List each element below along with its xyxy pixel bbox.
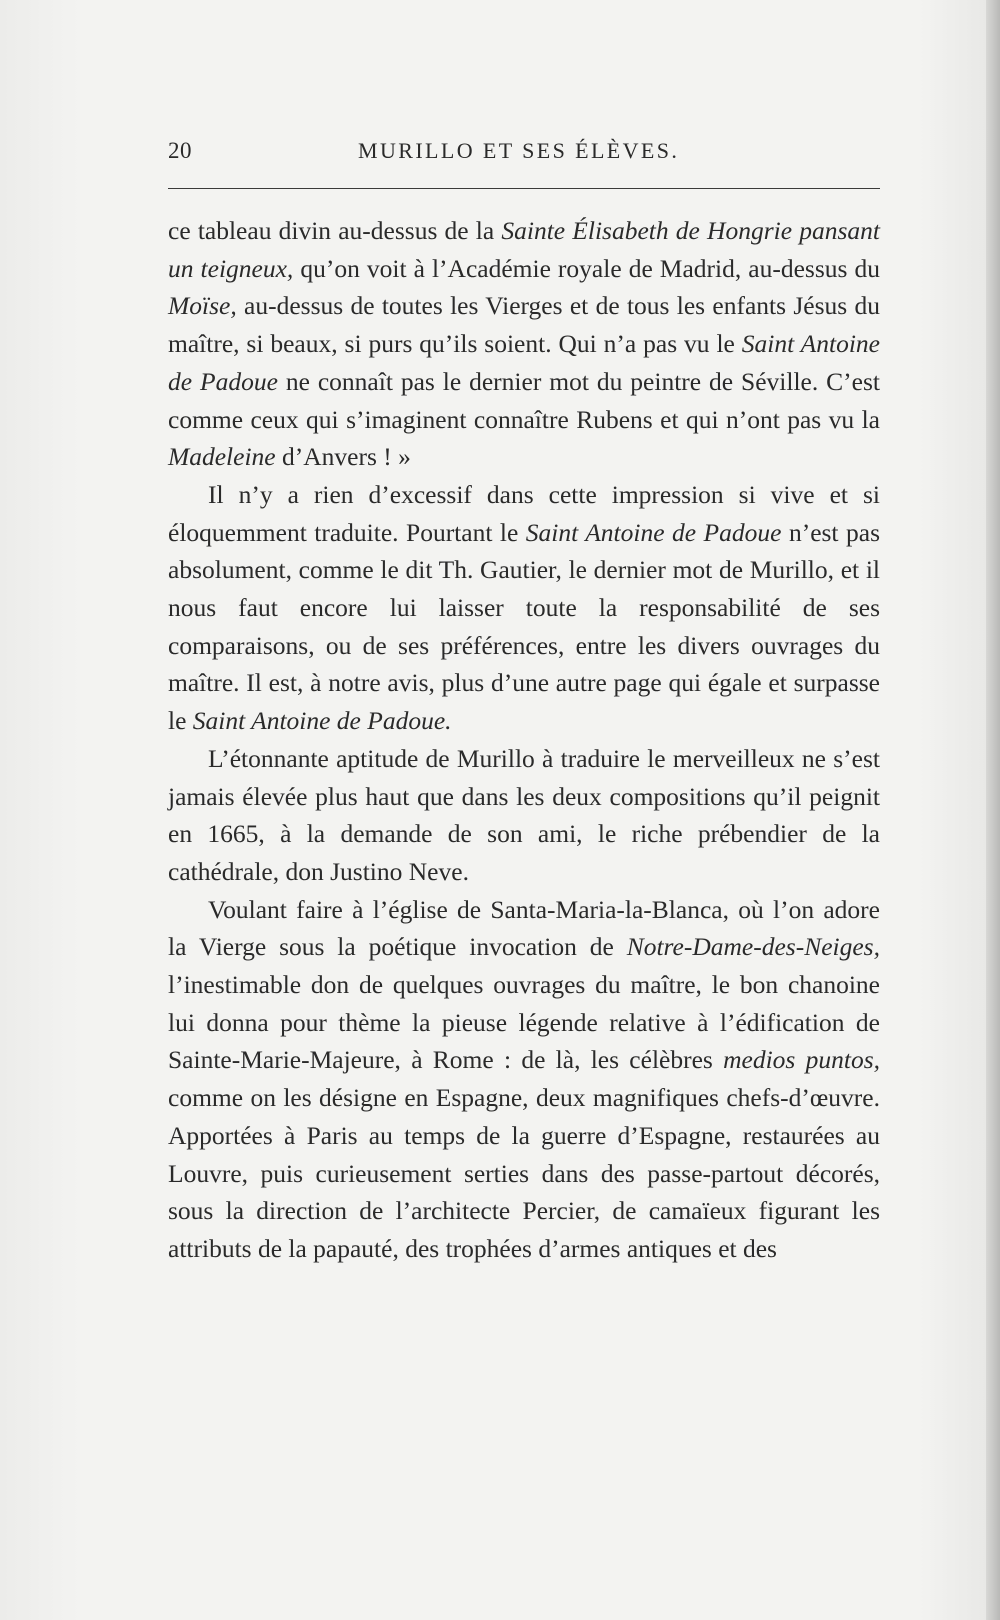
paragraph [168,476,880,740]
italic-title: Notre-Dame-des-Neiges, [626,932,880,962]
paragraph [168,212,880,476]
page-edge [986,0,1000,1620]
italic-title: Madeleine [168,442,276,472]
text-run: L’étonnante aptitude de Murillo à traduire le merveilleux ne s’est jamais élevée plus haut que dans les deux compositions qu’il peignit en 1665, à la demande de son ami, le riche prébendier de la cathédrale, don Justino Neve. [168,743,880,886]
italic-title: medios puntos, [723,1045,881,1075]
text-run: Voulant faire à l’église de Santa-Maria-la-Blanca, où l’on adore la Vierge sous la poétique invocation de [168,894,880,962]
text-run: d’Anvers ! » [275,442,411,472]
paragraph [168,740,880,891]
text-run: ne connaît pas le dernier mot du peintre de Séville. C’est comme ceux qui s’imaginent connaître Rubens et qui n’ont pas vu la [168,366,880,434]
text-run: Il n’y a rien d’excessif dans cette impression si vive et si éloquemment traduite. Pourtant le [168,479,880,547]
running-title: MURILLO ET SES ÉLÈVES. [358,138,680,163]
italic-title: Saint Antoine de Padoue. [192,706,452,736]
text-run: comme on les désigne en Espagne, deux magnifiques chefs-d’œuvre. Apportées à Paris au temps de la guerre d’Espagne, restaurées au Louvre, puis curieusement serties dans des passe-partout décorés, sous la direction de l’architecte Percier, de camaïeux figurant les attributs de la papauté, des trophées d’armes antiques et des [168,1083,880,1263]
text-run: qu’on voit à l’Académie royale de Madrid, au-dessus du [293,253,880,283]
page-number: 20 [168,138,192,163]
italic-title: Sainte Élisabeth de Hongrie pansant un teigneux, [168,216,880,283]
text-run: n’est pas absolument, comme le dit Th. Gautier, le dernier mot de Murillo, et il nous faut encore lui laisser toute la responsabilité de ses comparaisons, ou de ses préférences, entre les divers ouvrages du maître. Il est, à notre avis, plus d’une autre page qui égale et surpasse le [168,517,880,736]
paragraph [168,891,880,1268]
header-rule [168,188,880,189]
text-run: au-dessus de toutes les Vierges et de tous les enfants Jésus du maître, si beaux, si purs qu’ils soient. Qui n’a pas vu le [168,291,880,359]
italic-title: Saint Antoine de Padoue [525,517,782,547]
text-run: l’inestimable don de quelques ouvrages du maître, le bon chanoine lui donna pour thème la pieuse légende relative à l’édification de Sainte-Marie-Majeure, à Rome : de là, les célèbres [168,970,880,1075]
italic-title: Moïse, [168,291,237,321]
body-text [168,212,880,1268]
running-header [168,138,880,168]
text-run: ce tableau divin au-dessus de la [168,216,502,245]
italic-title: Saint Antoine de Padoue [168,329,880,396]
